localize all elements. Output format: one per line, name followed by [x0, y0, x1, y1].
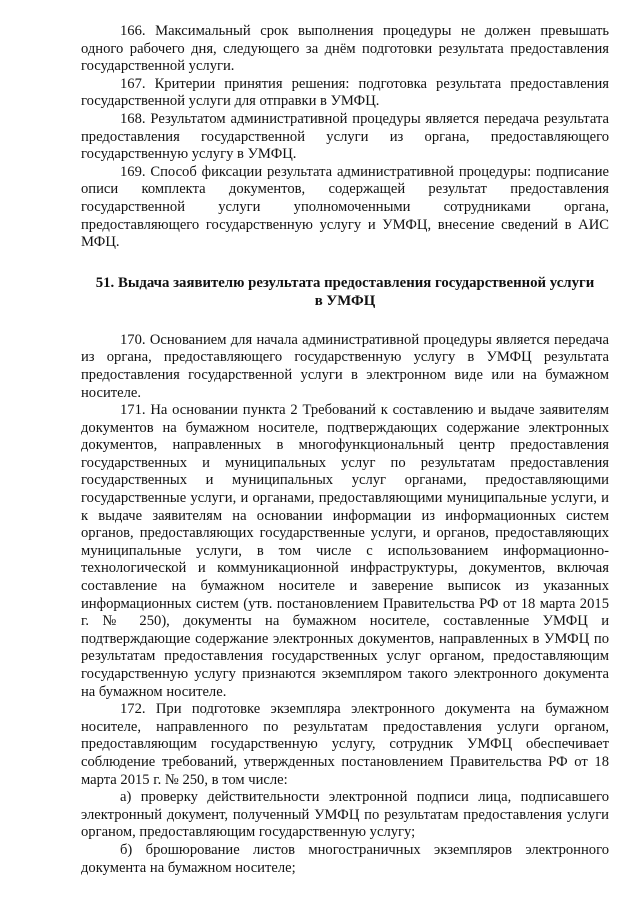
paragraph-172-item-a: а) проверку действительности электронной подписи лица, подписавшего электронный документ, полученный УМФЦ по результатам предоставления услуги органом, предоставляющим государственную услугу; [81, 789, 609, 841]
paragraph-170: 170. Основанием для начала административной процедуры является передача из органа, предоставляющего государственную услугу в УМФЦ результата предоставления государственной услуги в электронном виде или на бумажном носителе. [81, 331, 609, 401]
paragraph-167: 167. Критерии принятия решения: подготовка результата предоставления государственной услуги для отправки в УМФЦ. [81, 75, 609, 110]
paragraph-171: 171. На основании пункта 2 Требований к составлению и выдаче заявителям документов на бумажном носителе, подтверждающих содержание электронных документов, направленных в многофункциональный центр предоставления государственных и муниципальных услуг по результатам предоставления государственных и муниципальных услуг органами, предоставляющими государственные услуги, и органами, предоставляющими муниципальные услуги, и к выдаче заявителям на основании информации из информационных систем органов, предоставляющих государственные услуги, и органов, предоставляющих муниципальные услуги, в том числе с использованием информационно-технологической и коммуникационной инфраструктуры, документов, включая составление на бумажном носителе и заверение выписок из указанных информационных систем (утв. постановлением Правительства РФ от 18 марта 2015 г. № 250), документы на бумажном носителе, составленные УМФЦ и подтверждающие содержание электронных документов, направленных в УМФЦ по результатам предоставления государственных услуг органом, предоставляющим государственную услугу признаются экземпляром такого электронного документа на бумажном носителе. [81, 402, 609, 700]
section-heading: 51. Выдача заявителю результата предоставления государственной услуги в УМФЦ [95, 274, 595, 309]
document-page [81, 23, 609, 877]
paragraph-172-item-b: б) брошюрование листов многостраничных экземпляров электронного документа на бумажном носителе; [81, 841, 609, 876]
paragraph-168: 168. Результатом административной процедуры является передача результата предоставления государственной услуги из органа, предоставляющего государственную услугу в УМФЦ. [81, 110, 609, 163]
paragraph-169: 169. Способ фиксации результата административной процедуры: подписание описи комплекта документов, содержащей результат предоставления государственной услуги уполномоченными сотрудниками органа, предоставляющего государственную услугу и УМФЦ, внесение сведений в АИС МФЦ. [81, 163, 609, 251]
paragraph-172: 172. При подготовке экземпляра электронного документа на бумажном носителе, направленного по результатам предоставления услуги органом, предоставляющим государственную услугу, сотрудник УМФЦ обеспечивает соблюдение требований, утвержденных постановлением Правительства РФ от 18 марта 2015 г. № 250, в том числе: [81, 701, 609, 788]
paragraph-166: 166. Максимальный срок выполнения процедуры не должен превышать одного рабочего дня, следующего за днём подготовки результата предоставления государственной услуги. [81, 23, 609, 75]
